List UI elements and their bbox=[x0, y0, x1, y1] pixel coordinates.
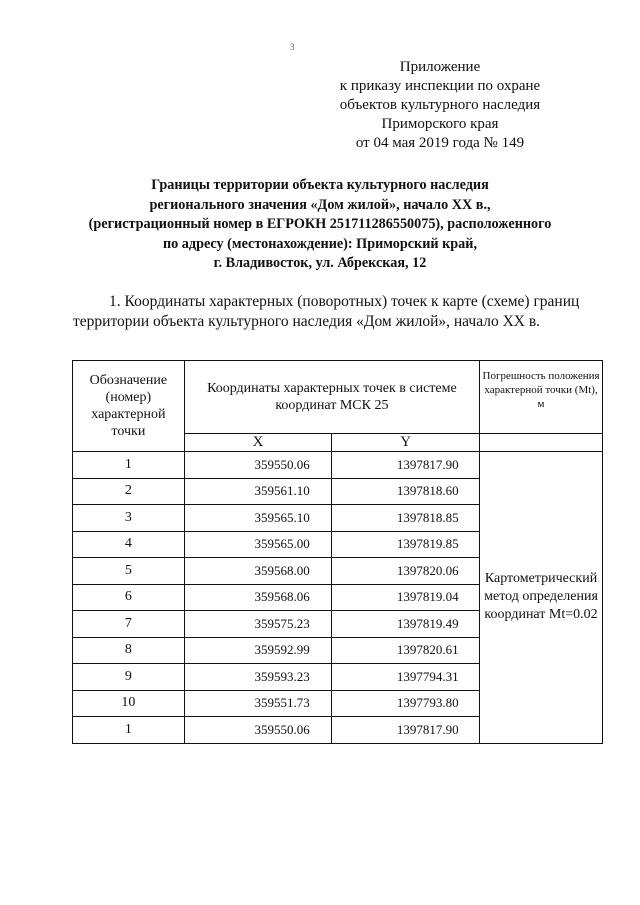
appendix-line: Приложение bbox=[399, 59, 481, 75]
x-coordinate-cell: 359592.99 bbox=[184, 637, 332, 664]
x-coordinate-cell: 359550.06 bbox=[184, 452, 332, 479]
x-coordinate-cell: 359565.10 bbox=[184, 505, 332, 532]
section-paragraph bbox=[73, 292, 593, 332]
header-point-number: Обозначение (номер) характерной точки bbox=[73, 361, 185, 452]
header-error: Погрешность положения характерной точки (Mt), м bbox=[480, 361, 603, 434]
y-coordinate-cell: 1397820.06 bbox=[332, 558, 480, 585]
header-error-blank bbox=[480, 434, 603, 452]
x-coordinate-cell: 359551.73 bbox=[184, 690, 332, 717]
title-line: по адресу (местонахождение): Приморский край, bbox=[162, 235, 477, 252]
document-title bbox=[40, 176, 600, 274]
y-coordinate-cell: 1397794.31 bbox=[332, 664, 480, 691]
appendix-line: от 04 мая 2019 года № 149 bbox=[355, 135, 525, 151]
header-coordinates: Координаты характерных точек в системе координат МСК 25 bbox=[184, 361, 479, 434]
point-number-cell: 5 bbox=[73, 558, 185, 585]
y-coordinate-cell: 1397818.85 bbox=[332, 505, 480, 532]
appendix-line: объектов культурного наследия bbox=[339, 97, 541, 113]
title-line: регионального значения «Дом жилой», начало XX в., bbox=[149, 196, 491, 213]
x-coordinate-cell: 359565.00 bbox=[184, 531, 332, 558]
x-coordinate-cell: 359568.00 bbox=[184, 558, 332, 585]
point-number-cell: 6 bbox=[73, 584, 185, 611]
x-coordinate-cell: 359561.10 bbox=[184, 478, 332, 505]
error-method-cell: Картометрический метод определения координат Mt=0.02 bbox=[480, 452, 603, 744]
y-coordinate-cell: 1397820.61 bbox=[332, 637, 480, 664]
point-number-cell: 1 bbox=[73, 717, 185, 744]
x-coordinate-cell: 359593.23 bbox=[184, 664, 332, 691]
y-coordinate-cell: 1397793.80 bbox=[332, 690, 480, 717]
header-y: Y bbox=[332, 434, 480, 452]
paragraph-line: территории объекта культурного наследия «Дом жилой», начало XX в. bbox=[73, 313, 541, 330]
y-coordinate-cell: 1397817.90 bbox=[332, 452, 480, 479]
point-number-cell: 3 bbox=[73, 505, 185, 532]
y-coordinate-cell: 1397819.04 bbox=[332, 584, 480, 611]
y-coordinate-cell: 1397819.85 bbox=[332, 531, 480, 558]
x-coordinate-cell: 359568.06 bbox=[184, 584, 332, 611]
appendix-line: Приморского края bbox=[381, 116, 499, 132]
title-line: Границы территории объекта культурного наследия bbox=[151, 177, 489, 193]
title-line: г. Владивосток, ул. Абрекская, 12 bbox=[213, 255, 427, 271]
point-number-cell: 9 bbox=[73, 664, 185, 691]
appendix-line: к приказу инспекции по охране bbox=[339, 78, 541, 94]
point-number-cell: 7 bbox=[73, 611, 185, 638]
point-number-cell: 4 bbox=[73, 531, 185, 558]
coordinates-table bbox=[72, 360, 603, 744]
point-number-cell: 10 bbox=[73, 690, 185, 717]
title-line: (регистрационный номер в ЕГРОКН 251711286550075), расположенного bbox=[88, 216, 552, 232]
paragraph-line: 1. Координаты характерных (поворотных) точек к карте (схеме) границ bbox=[109, 293, 580, 310]
table-row bbox=[73, 452, 603, 479]
point-number-cell: 2 bbox=[73, 478, 185, 505]
y-coordinate-cell: 1397818.60 bbox=[332, 478, 480, 505]
point-number-cell: 8 bbox=[73, 637, 185, 664]
page-mark: 3 bbox=[290, 42, 295, 52]
header-x: X bbox=[184, 434, 332, 452]
x-coordinate-cell: 359575.23 bbox=[184, 611, 332, 638]
y-coordinate-cell: 1397817.90 bbox=[332, 717, 480, 744]
point-number-cell: 1 bbox=[73, 452, 185, 479]
x-coordinate-cell: 359550.06 bbox=[184, 717, 332, 744]
appendix-header bbox=[300, 58, 580, 153]
y-coordinate-cell: 1397819.49 bbox=[332, 611, 480, 638]
